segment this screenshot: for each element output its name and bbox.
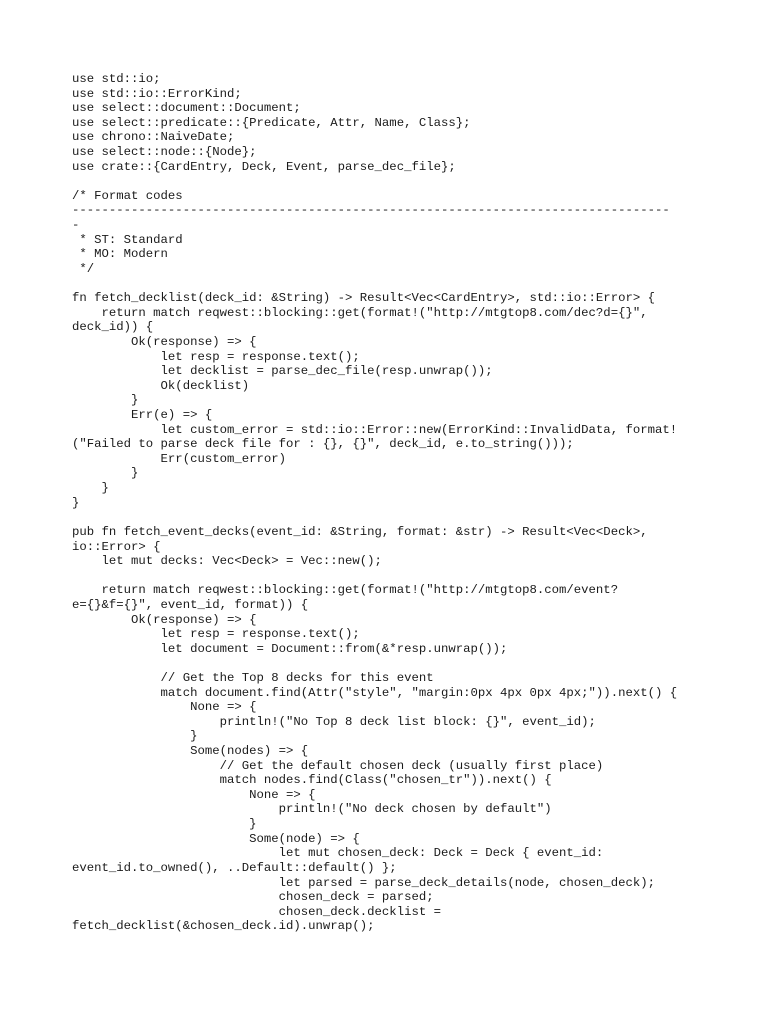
- code-line: let resp = response.text();: [72, 349, 360, 364]
- code-line: deck_id)) {: [72, 320, 154, 335]
- code-line: Ok(response) => {: [72, 612, 257, 627]
- code-line: ("Failed to parse deck file for : {}, {}", deck_id, e.to_string()));: [72, 437, 574, 452]
- code-line: match nodes.find(Class("chosen_tr")).next() {: [72, 773, 552, 788]
- code-line: chosen_deck.decklist =: [72, 904, 441, 919]
- code-line: e={}&f={}", event_id, format)) {: [72, 597, 309, 612]
- code-line: }: [72, 729, 198, 744]
- code-line: Some(node) => {: [72, 831, 360, 846]
- code-line: use chrono::NaiveDate;: [72, 130, 235, 145]
- code-line: None => {: [72, 787, 316, 802]
- code-line: * MO: Modern: [72, 247, 168, 262]
- code-line: }: [72, 495, 80, 510]
- code-line: fetch_decklist(&chosen_deck.id).unwrap();: [72, 919, 375, 934]
- code-line: use select::predicate::{Predicate, Attr, Name, Class};: [72, 115, 471, 130]
- code-line: * ST: Standard: [72, 232, 183, 247]
- code-line: -: [72, 218, 80, 233]
- code-line: None => {: [72, 700, 257, 715]
- code-line: }: [72, 393, 139, 408]
- code-line: // Get the Top 8 decks for this event: [72, 670, 434, 685]
- code-line: return match reqwest::blocking::get(format!("http://mtgtop8.com/dec?d={}",: [72, 305, 648, 320]
- code-line: let resp = response.text();: [72, 627, 360, 642]
- code-line: let document = Document::from(&*resp.unwrap());: [72, 641, 508, 656]
- code-line: use crate::{CardEntry, Deck, Event, parse_dec_file};: [72, 159, 456, 174]
- code-line: [72, 510, 712, 525]
- code-line: match document.find(Attr("style", "margin:0px 4px 0px 4px;")).next() {: [72, 685, 678, 700]
- code-line: }: [72, 817, 257, 832]
- code-line: [72, 656, 712, 671]
- code-line: let mut chosen_deck: Deck = Deck { event_id:: [72, 846, 604, 861]
- code-line: chosen_deck = parsed;: [72, 890, 434, 905]
- code-line: pub fn fetch_event_decks(event_id: &String, format: &str) -> Result<Vec<Deck>,: [72, 524, 648, 539]
- code-line: /* Format codes: [72, 188, 183, 203]
- code-line: Ok(response) => {: [72, 334, 257, 349]
- code-listing: [72, 72, 712, 934]
- code-line: event_id.to_owned(), ..Default::default() };: [72, 860, 397, 875]
- code-line: let custom_error = std::io::Error::new(ErrorKind::InvalidData, format!: [72, 422, 678, 437]
- code-line: let mut decks: Vec<Deck> = Vec::new();: [72, 554, 382, 569]
- code-line: }: [72, 481, 109, 496]
- code-line: let decklist = parse_dec_file(resp.unwrap());: [72, 364, 493, 379]
- code-line: Err(custom_error): [72, 451, 287, 466]
- code-line: use std::io;: [72, 72, 161, 86]
- code-line: println!("No Top 8 deck list block: {}", event_id);: [72, 714, 596, 729]
- code-line: */: [72, 261, 95, 276]
- code-line: let parsed = parse_deck_details(node, chosen_deck);: [72, 875, 655, 890]
- code-line: Some(nodes) => {: [72, 744, 309, 759]
- code-line: use std::io::ErrorKind;: [72, 86, 242, 101]
- code-line: io::Error> {: [72, 539, 161, 554]
- code-line: ---------------------------------------------------------------------------------: [72, 203, 670, 218]
- code-line: [72, 174, 712, 189]
- code-line: Err(e) => {: [72, 408, 213, 423]
- code-line: // Get the default chosen deck (usually first place): [72, 758, 604, 773]
- code-line: return match reqwest::blocking::get(format!("http://mtgtop8.com/event?: [72, 583, 619, 598]
- code-line: [72, 569, 712, 584]
- code-line: Ok(decklist): [72, 378, 250, 393]
- code-line: fn fetch_decklist(deck_id: &String) -> Result<Vec<CardEntry>, std::io::Error> {: [72, 291, 655, 306]
- code-line: use select::node::{Node};: [72, 145, 257, 160]
- code-line: use select::document::Document;: [72, 101, 301, 116]
- code-line: }: [72, 466, 139, 481]
- code-line: [72, 277, 712, 292]
- code-line: println!("No deck chosen by default"): [72, 802, 552, 817]
